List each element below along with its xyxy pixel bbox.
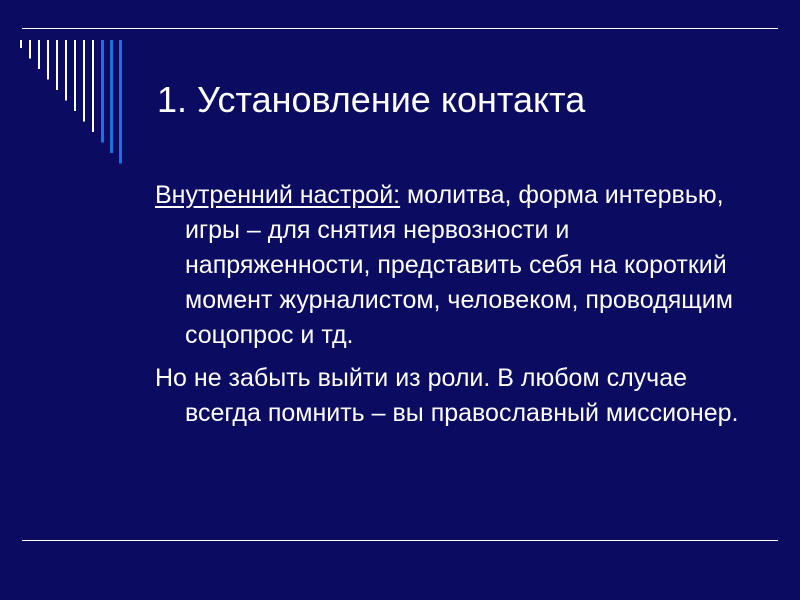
slide-body (155, 178, 755, 431)
decorative-stripes (0, 0, 140, 170)
stripe-line (20, 40, 22, 48)
slide-title: 1. Установление контакта (157, 79, 586, 120)
paragraph-lead: Внутренний настрой: (155, 181, 401, 209)
paragraph-role: Но не забыть выйти из роли. В любом случае всегда помнить – вы православный миссионер. (155, 364, 739, 427)
stripe-line (110, 40, 113, 153)
stripe-line (74, 40, 76, 111)
stripe-line (56, 40, 58, 90)
stripe-line (92, 40, 94, 132)
bottom-divider (22, 540, 778, 541)
stripe-line (47, 40, 49, 80)
stripe-line (65, 40, 67, 101)
paragraph-inner-mood (155, 178, 755, 353)
stripe-line (83, 40, 85, 122)
stripe-line (119, 40, 122, 164)
paragraph-text: молитва, форма интервью, игры – для снятия нервозности и напряженности, представить себя на короткий момент журналистом, человеком, проводящим соцопрос и тд. (185, 181, 733, 349)
stripe-line (38, 40, 40, 69)
stripe-line (101, 40, 104, 143)
stripe-line (29, 40, 31, 59)
